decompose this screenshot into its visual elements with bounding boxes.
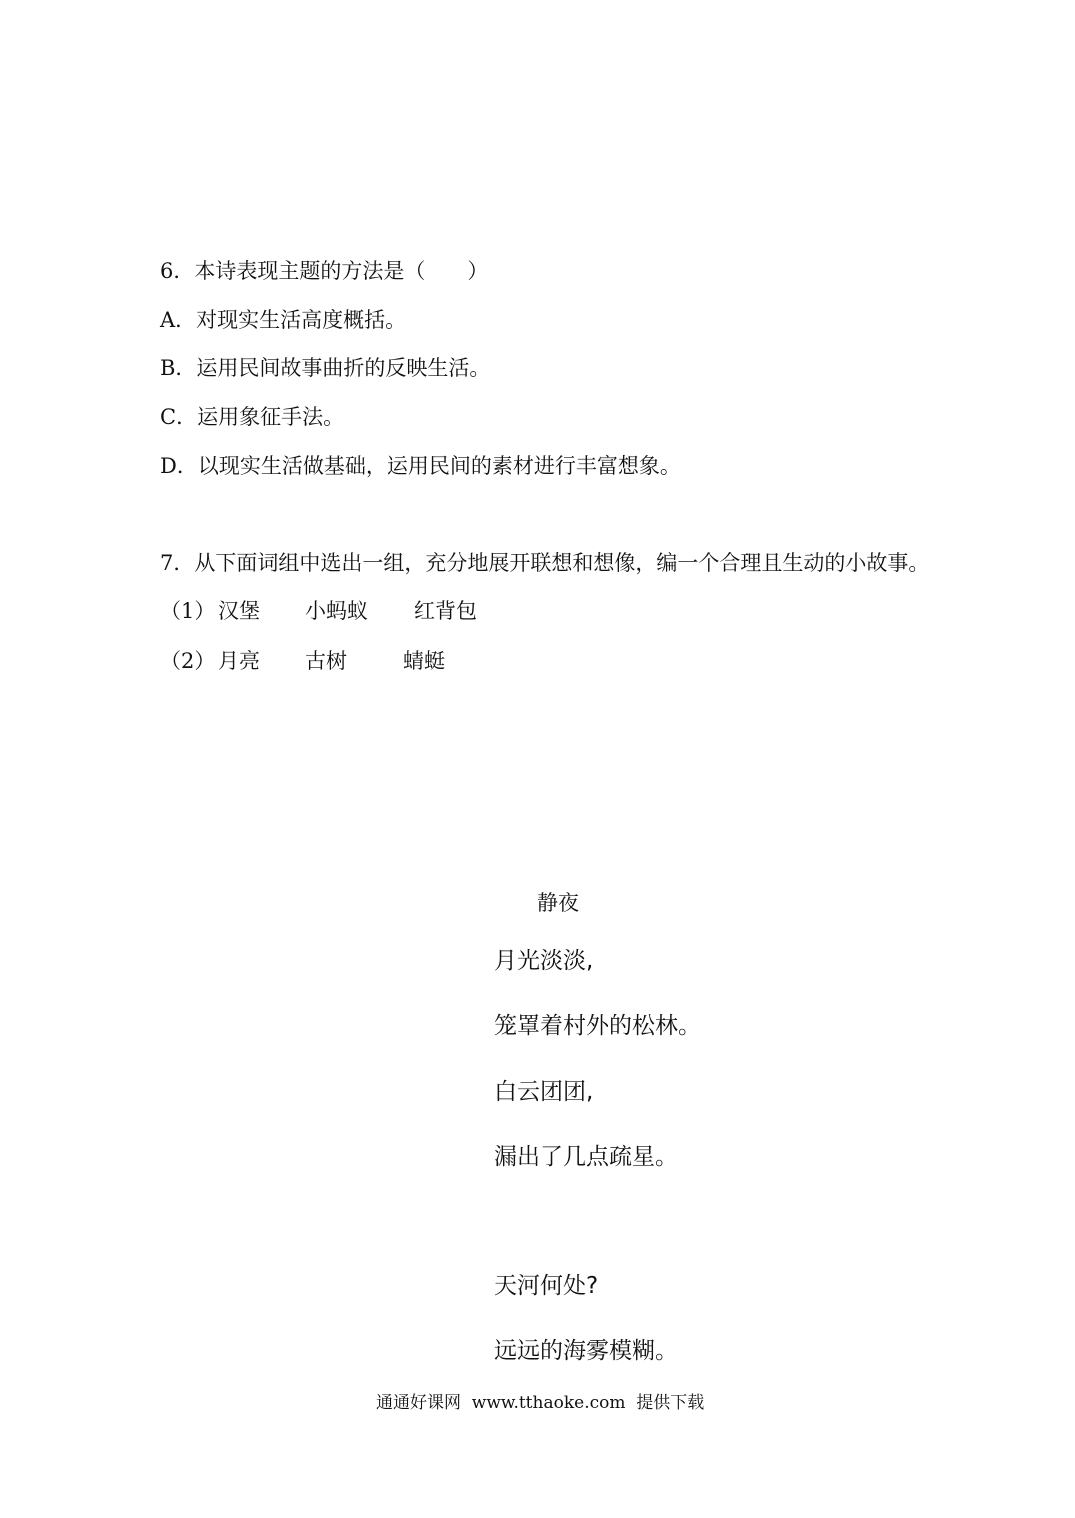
poem-line: 远远的海雾模糊。 <box>494 1338 678 1364</box>
poem-title: 静夜 <box>537 891 579 915</box>
poem-line: 白云团团, <box>494 1079 594 1105</box>
group-2-word: 古树 <box>305 649 347 673</box>
footer-text: 通通好课网 www.tthaoke.com 提供下载 <box>376 1393 705 1413</box>
group-2-word: 月亮 <box>218 649 260 673</box>
question-6-stem: 6．本诗表现主题的方法是（ ） <box>160 259 489 283</box>
option-d: D．以现实生活做基础，运用民间的素材进行丰富想象。 <box>160 454 681 478</box>
group-2-number: （2） <box>160 649 216 673</box>
poem-line: 笼罩着村外的松林。 <box>494 1013 701 1039</box>
poem-line: 天河何处? <box>494 1273 599 1299</box>
question-7-stem: 7．从下面词组中选出一组，充分地展开联想和想像，编一个合理且生动的小故事。 <box>160 551 930 575</box>
poem-line: 月光淡淡, <box>494 948 594 974</box>
group-1-word: 汉堡 <box>218 599 260 623</box>
option-b: B．运用民间故事曲折的反映生活。 <box>160 356 491 380</box>
option-a: A．对现实生活高度概括。 <box>160 308 407 332</box>
poem-line: 漏出了几点疏星。 <box>494 1144 678 1170</box>
group-1-word: 红背包 <box>414 599 477 623</box>
group-1-word: 小蚂蚁 <box>305 599 368 623</box>
group-2-word: 蜻蜓 <box>403 649 445 673</box>
option-c: C．运用象征手法。 <box>160 405 345 429</box>
group-1-number: （1） <box>160 599 216 623</box>
